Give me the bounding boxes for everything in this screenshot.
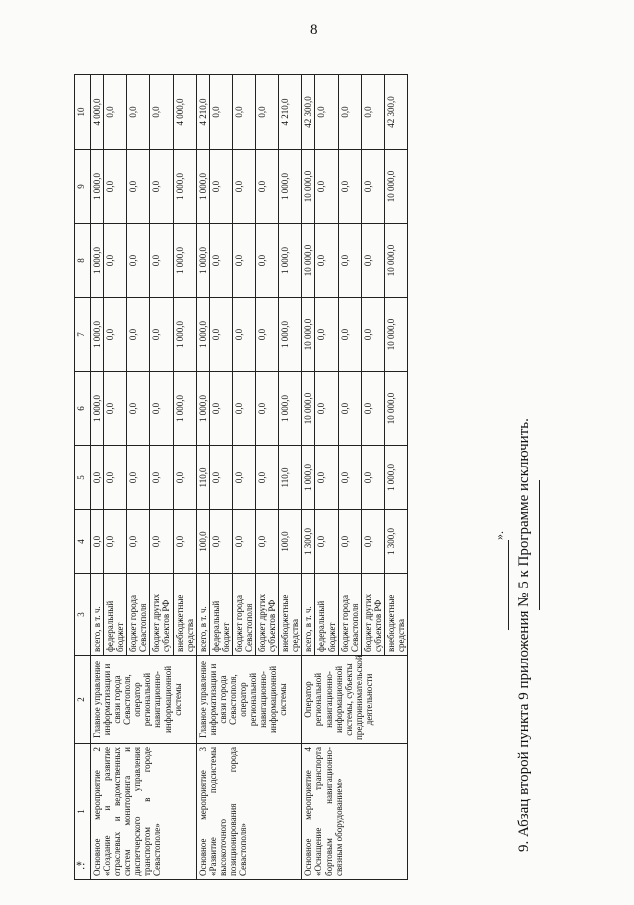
measure-cell: Основное мероприятие 4 «Оснащение транспорта бортовым навигационно-связным оборудованием» xyxy=(302,744,408,880)
table-row xyxy=(91,75,104,880)
funding-source-cell: бюджет других субъектов РФ xyxy=(150,574,173,656)
amount-cell: 0,0 xyxy=(232,150,255,224)
amount-cell: 0,0 xyxy=(127,150,150,224)
amount-cell: 1 000,0 xyxy=(91,298,104,372)
amount-cell: 1 000,0 xyxy=(279,372,302,446)
column-header: 4 xyxy=(75,510,91,574)
amount-cell: 0,0 xyxy=(127,446,150,510)
amount-cell: 0,0 xyxy=(209,224,232,298)
amount-cell: 0,0 xyxy=(338,75,361,150)
amount-cell: 0,0 xyxy=(127,75,150,150)
closing-rule xyxy=(508,540,509,630)
amount-cell: 0,0 xyxy=(91,446,104,510)
amount-cell: 4 210,0 xyxy=(196,75,209,150)
amount-cell: 10 000,0 xyxy=(302,150,315,224)
funding-source-cell: федеральный бюджет xyxy=(209,574,232,656)
amount-cell: 0,0 xyxy=(150,372,173,446)
amount-cell: 0,0 xyxy=(361,224,384,298)
amount-cell: 0,0 xyxy=(232,224,255,298)
amount-cell: 0,0 xyxy=(256,150,279,224)
amount-cell: 0,0 xyxy=(315,298,338,372)
funding-source-cell: всего, в т. ч. xyxy=(302,574,315,656)
amount-cell: 0,0 xyxy=(150,224,173,298)
closing-quote: ». xyxy=(492,531,506,540)
table-row xyxy=(196,75,209,880)
amount-cell: 0,0 xyxy=(338,150,361,224)
amount-cell: 1 000,0 xyxy=(196,372,209,446)
column-header: 7 xyxy=(75,298,91,372)
column-header: 1 xyxy=(75,744,91,880)
amount-cell: 0,0 xyxy=(209,150,232,224)
amount-cell: 0,0 xyxy=(256,446,279,510)
amount-cell: 0,0 xyxy=(256,372,279,446)
amount-cell: 1 000,0 xyxy=(173,372,196,446)
amount-cell: 0,0 xyxy=(209,372,232,446)
executor-cell: Главное управление информатизации и связи города Севастополя, оператор региональной навигационно-информационной системы xyxy=(196,656,302,744)
amount-cell: 4 210,0 xyxy=(279,75,302,150)
funding-source-cell: внебюджетные средства xyxy=(279,574,302,656)
amount-cell: 0,0 xyxy=(361,75,384,150)
funding-source-cell: всего, в т. ч. xyxy=(196,574,209,656)
amount-cell: 100,0 xyxy=(196,510,209,574)
funding-source-cell: бюджет города Севастополя xyxy=(127,574,150,656)
amount-cell: 4 000,0 xyxy=(173,75,196,150)
amount-cell: 1 000,0 xyxy=(196,224,209,298)
amount-cell: 1 300,0 xyxy=(384,510,407,574)
column-header: 2 xyxy=(75,656,91,744)
column-header: 9 xyxy=(75,150,91,224)
amount-cell: 1 000,0 xyxy=(91,372,104,446)
amount-cell: 1 000,0 xyxy=(196,150,209,224)
column-header: 3 xyxy=(75,574,91,656)
amount-cell: 0,0 xyxy=(338,298,361,372)
table-row xyxy=(302,75,315,880)
column-header: 6 xyxy=(75,372,91,446)
amount-cell: 0,0 xyxy=(209,298,232,372)
amount-cell: 0,0 xyxy=(315,372,338,446)
amount-cell: 0,0 xyxy=(104,446,127,510)
amount-cell: 0,0 xyxy=(315,75,338,150)
amount-cell: 0,0 xyxy=(209,75,232,150)
budget-table xyxy=(74,74,408,880)
amount-cell: 0,0 xyxy=(150,150,173,224)
amount-cell: 0,0 xyxy=(256,298,279,372)
amount-cell: 0,0 xyxy=(232,446,255,510)
amount-cell: 0,0 xyxy=(104,510,127,574)
measure-cell: Основное мероприятие 3 «Развитие подсистемы высокоточного позиционирования города Севастополя» xyxy=(196,744,302,880)
amount-cell: 0,0 xyxy=(127,372,150,446)
amount-cell: 4 000,0 xyxy=(91,75,104,150)
amount-cell: 1 000,0 xyxy=(279,150,302,224)
amount-cell: 0,0 xyxy=(232,75,255,150)
amount-cell: 0,0 xyxy=(361,150,384,224)
amount-cell: 0,0 xyxy=(315,150,338,224)
amount-cell: 0,0 xyxy=(127,224,150,298)
amount-cell: 0,0 xyxy=(209,510,232,574)
amount-cell: 110,0 xyxy=(279,446,302,510)
column-header: 8 xyxy=(75,224,91,298)
amount-cell: 0,0 xyxy=(91,510,104,574)
amount-cell: 110,0 xyxy=(196,446,209,510)
funding-source-cell: бюджет города Севастополя xyxy=(338,574,361,656)
amount-cell: 0,0 xyxy=(209,446,232,510)
amount-cell: 1 000,0 xyxy=(279,224,302,298)
amount-cell: 0,0 xyxy=(104,224,127,298)
amount-cell: 0,0 xyxy=(361,372,384,446)
amount-cell: 100,0 xyxy=(279,510,302,574)
amount-cell: 1 000,0 xyxy=(91,150,104,224)
amount-cell: 0,0 xyxy=(150,75,173,150)
amount-cell: 0,0 xyxy=(173,446,196,510)
page-number: 8 xyxy=(310,22,318,38)
funding-source-cell: бюджет других субъектов РФ xyxy=(256,574,279,656)
amount-cell: 10 000,0 xyxy=(384,298,407,372)
funding-source-cell: федеральный бюджет xyxy=(315,574,338,656)
amount-cell: 0,0 xyxy=(256,75,279,150)
amount-cell: 0,0 xyxy=(150,446,173,510)
bottom-rule xyxy=(539,480,540,610)
amount-cell: 0,0 xyxy=(232,298,255,372)
amount-cell: 0,0 xyxy=(127,510,150,574)
amount-cell: 0,0 xyxy=(104,298,127,372)
amount-cell: 10 000,0 xyxy=(302,224,315,298)
amount-cell: 0,0 xyxy=(315,510,338,574)
amount-cell: 1 000,0 xyxy=(302,446,315,510)
column-header: 10 xyxy=(75,75,91,150)
amount-cell: 0,0 xyxy=(150,510,173,574)
amount-cell: 0,0 xyxy=(173,510,196,574)
amount-cell: 0,0 xyxy=(338,446,361,510)
table-header-row xyxy=(75,75,91,880)
measure-cell: Основное мероприятие 2 «Создание и развитие отраслевых и ведомственных систем мониторинга и диспетчерского управления транспортом в городе Севастополе» xyxy=(91,744,197,880)
amount-cell: 1 000,0 xyxy=(91,224,104,298)
amount-cell: 10 000,0 xyxy=(384,150,407,224)
funding-source-cell: бюджет других субъектов РФ xyxy=(361,574,384,656)
amount-cell: 0,0 xyxy=(104,372,127,446)
amount-cell: 0,0 xyxy=(127,298,150,372)
funding-source-cell: внебюджетные средства xyxy=(384,574,407,656)
funding-source-cell: внебюджетные средства xyxy=(173,574,196,656)
amount-cell: 1 000,0 xyxy=(279,298,302,372)
amount-cell: 42 300,0 xyxy=(302,75,315,150)
amount-cell: 1 000,0 xyxy=(196,298,209,372)
amount-cell: 0,0 xyxy=(256,510,279,574)
amount-cell: 0,0 xyxy=(232,372,255,446)
amount-cell: 0,0 xyxy=(338,372,361,446)
amount-cell: 10 000,0 xyxy=(384,372,407,446)
amount-cell: 42 300,0 xyxy=(384,75,407,150)
amendment-paragraph: 9. Абзац второй пункта 9 приложения № 5 к Программе исключить. xyxy=(516,418,532,852)
amount-cell: 0,0 xyxy=(104,150,127,224)
funding-source-cell: всего, в т. ч. xyxy=(91,574,104,656)
amount-cell: 0,0 xyxy=(338,510,361,574)
amount-cell: 0,0 xyxy=(315,224,338,298)
executor-cell: Главное управление информатизации и связи города Севастополя, оператор региональной навигационно-информационной системы xyxy=(91,656,197,744)
amount-cell: 10 000,0 xyxy=(302,372,315,446)
rotated-content xyxy=(74,50,539,880)
column-header: 5 xyxy=(75,446,91,510)
executor-cell: Оператор региональной навигационно-информационной системы, субъекты предпринимательской деятельности xyxy=(302,656,408,744)
amount-cell: 0,0 xyxy=(104,75,127,150)
amount-cell: 0,0 xyxy=(361,510,384,574)
amount-cell: 0,0 xyxy=(232,510,255,574)
amount-cell: 0,0 xyxy=(256,224,279,298)
amount-cell: 10 000,0 xyxy=(384,224,407,298)
funding-source-cell: бюджет города Севастополя xyxy=(232,574,255,656)
amount-cell: 1 000,0 xyxy=(173,224,196,298)
table-body xyxy=(91,75,408,880)
amount-cell: 1 000,0 xyxy=(173,150,196,224)
amount-cell: 1 000,0 xyxy=(384,446,407,510)
amount-cell: 0,0 xyxy=(315,446,338,510)
amount-cell: 0,0 xyxy=(338,224,361,298)
amount-cell: 1 000,0 xyxy=(173,298,196,372)
amount-cell: 0,0 xyxy=(361,298,384,372)
amount-cell: 0,0 xyxy=(361,446,384,510)
amount-cell: 10 000,0 xyxy=(302,298,315,372)
funding-source-cell: федеральный бюджет xyxy=(104,574,127,656)
amount-cell: 1 300,0 xyxy=(302,510,315,574)
amount-cell: 0,0 xyxy=(150,298,173,372)
scan-mark: *: xyxy=(76,858,86,872)
